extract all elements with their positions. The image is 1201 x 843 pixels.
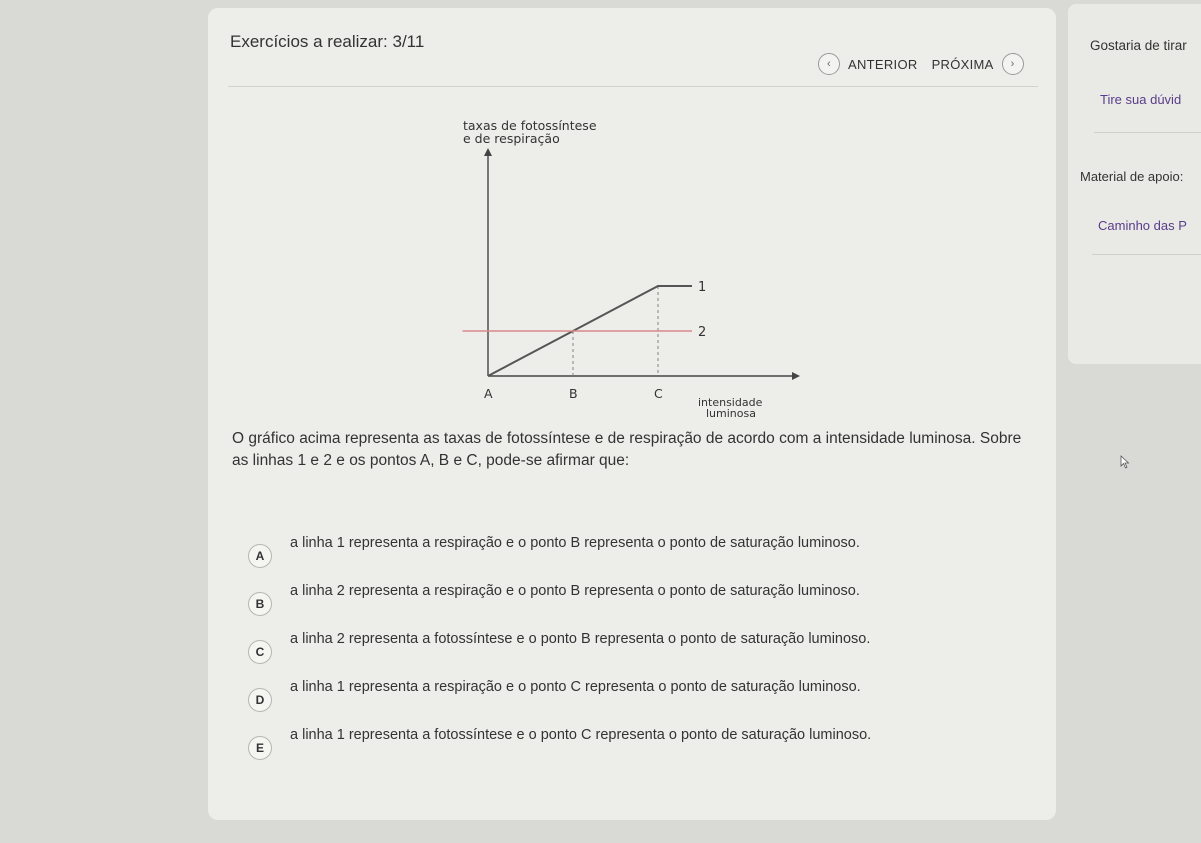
next-button[interactable]: PRÓXIMA — [931, 56, 994, 72]
option-text[interactable]: a linha 2 representa a fotossíntese e o ponto B representa o ponto de saturação luminoso. — [290, 631, 871, 647]
photosynthesis-chart — [448, 108, 808, 428]
header-divider — [228, 86, 1038, 87]
x-point-label-b: B — [569, 386, 578, 401]
sidebar-divider — [1092, 254, 1201, 255]
option-text[interactable]: a linha 1 representa a fotossíntese e o ponto C representa o ponto de saturação luminoso. — [290, 727, 872, 743]
support-material-label: Material de apoio: — [1080, 169, 1184, 184]
y-axis-label-line1: taxas de fotossíntese — [463, 118, 597, 133]
sidebar-title: Gostaria de tirar — [1090, 38, 1187, 53]
option-badge[interactable]: E — [248, 736, 272, 760]
support-material-link[interactable]: Caminho das P — [1098, 218, 1187, 233]
question-text: O gráfico acima representa as taxas de fotossíntese e de respiração de acordo com a intensidade luminosa. Sobre as linhas 1 e 2 e os pontos A, B e C, pode-se afirmar que: — [232, 430, 1022, 469]
y-axis-label-line2: e de respiração — [463, 131, 560, 146]
sidebar-divider — [1094, 132, 1201, 133]
option-text[interactable]: a linha 1 representa a respiração e o ponto C representa o ponto de saturação luminoso. — [290, 679, 861, 695]
option-text[interactable]: a linha 1 representa a respiração e o ponto B representa o ponto de saturação luminoso. — [290, 535, 860, 551]
option-a[interactable] — [248, 533, 910, 568]
option-c[interactable] — [248, 629, 910, 664]
x-axis-arrow — [792, 372, 800, 380]
option-e[interactable] — [248, 725, 910, 760]
option-badge[interactable]: C — [248, 640, 272, 664]
option-badge[interactable]: A — [248, 544, 272, 568]
help-sidebar — [1068, 4, 1201, 364]
option-b[interactable] — [248, 581, 910, 616]
series-label-2: 2 — [698, 325, 707, 340]
chart-svg — [448, 108, 808, 428]
x-axis-label-line2: luminosa — [706, 407, 756, 420]
navigation — [818, 53, 1024, 75]
option-d[interactable] — [248, 677, 910, 712]
exercise-progress-title: Exercícios a realizar: 3/11 — [230, 32, 425, 51]
option-text[interactable]: a linha 2 representa a respiração e o ponto B representa o ponto de saturação luminoso. — [290, 583, 860, 599]
y-axis-arrow — [484, 148, 492, 156]
chevron-right-icon[interactable]: › — [1002, 53, 1024, 75]
x-point-label-a: A — [484, 386, 493, 401]
series-label-1: 1 — [698, 280, 707, 295]
exercise-card — [208, 8, 1056, 820]
chevron-left-icon[interactable]: ‹ — [818, 53, 840, 75]
x-axis-label-line1: intensidade — [698, 396, 763, 409]
x-point-label-c: C — [654, 386, 663, 401]
answer-options — [248, 533, 910, 773]
option-badge[interactable]: D — [248, 688, 272, 712]
ask-question-link[interactable]: Tire sua dúvid — [1100, 92, 1182, 107]
option-badge[interactable]: B — [248, 592, 272, 616]
mouse-cursor-icon — [1120, 455, 1130, 469]
previous-button[interactable]: ANTERIOR — [848, 56, 918, 72]
